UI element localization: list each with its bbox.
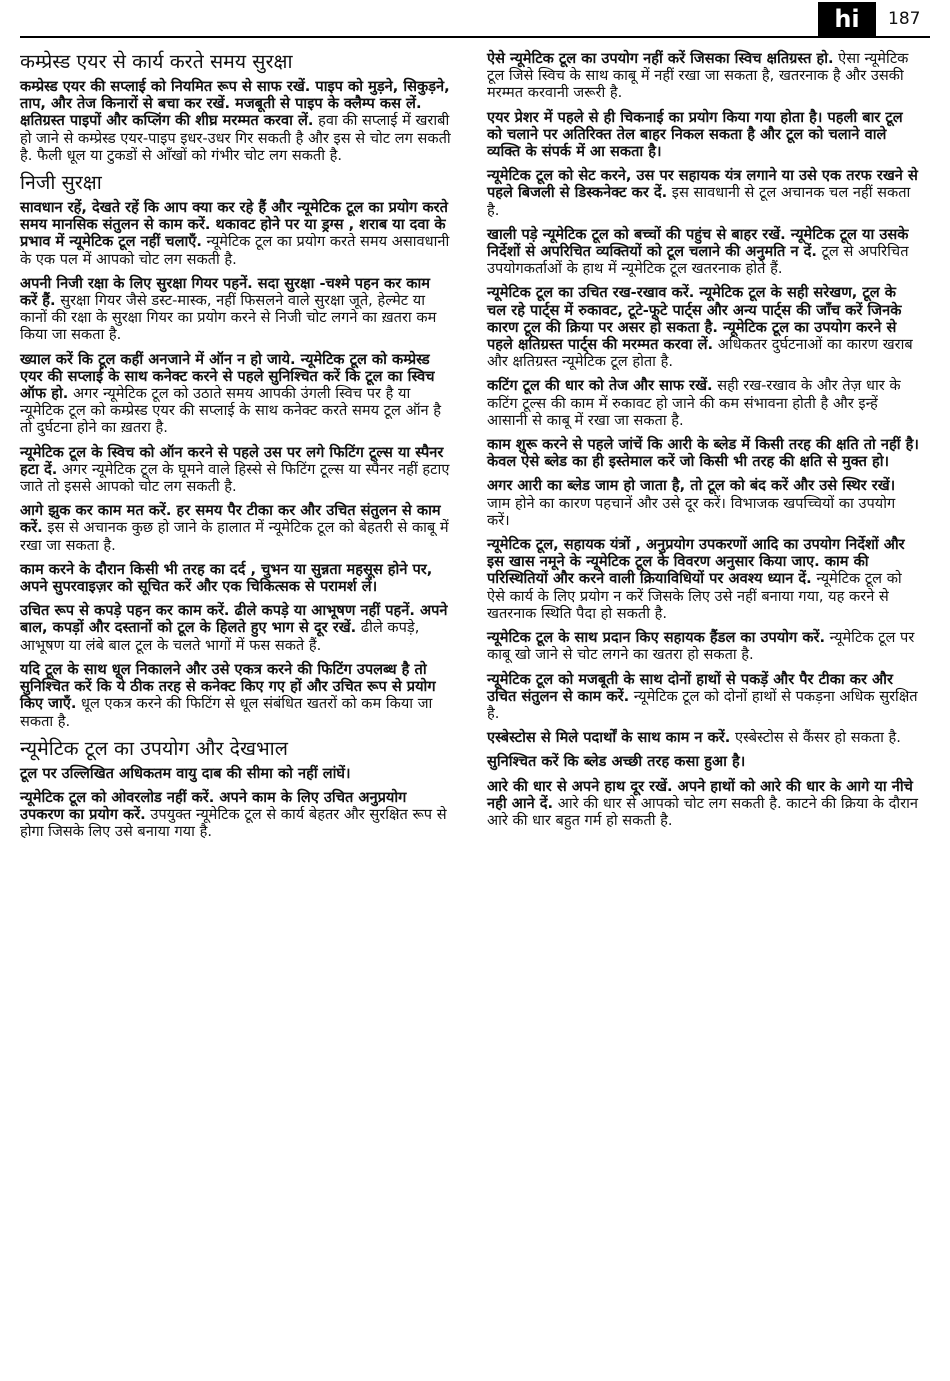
paragraph-bold-lead: कम्प्रेस्ड एयर की सप्लाई को नियमित रूप से साफ रखें. पाइप को मुड़ने, सिकुड़ने, ताप, और तेज किनारों से बचा कर रखें. मजबूती से पाइप के क्लैम्प कस लें. क्षतिग्रस्त पाइपों और कप्लिंग की शीघ्र मरम्मत करवा लें. bbox=[20, 78, 450, 130]
section-heading: न्यूमेटिक टूल का उपयोग और देखभाल bbox=[20, 736, 288, 760]
paragraph bbox=[487, 536, 919, 622]
paragraph bbox=[20, 789, 452, 841]
paragraph-body: ऐसा न्यूमेटिक टूल जिसे स्विच के साथ काबू में नहीं रखा जा सकता है, खतरनाक है और उसकी मरम्मत करवानी जरूरी है. bbox=[487, 50, 909, 102]
section-heading: निजी सुरक्षा bbox=[20, 171, 102, 195]
paragraph-bold-lead: ऐसे न्यूमेटिक टूल का उपयोग नहीं करें जिसका स्विच क्षतिग्रस्त हो. bbox=[487, 50, 834, 67]
paragraph bbox=[20, 561, 452, 595]
paragraph bbox=[487, 167, 919, 219]
paragraph bbox=[20, 444, 452, 496]
paragraph bbox=[487, 226, 919, 278]
paragraph-body: एस्बेस्टोस से कैंसर हो सकता है. bbox=[730, 729, 901, 747]
paragraph-body: न्यूमेटिक टूल को दोनों हाथों से पकड़ना अधिक सुरक्षित है. bbox=[487, 687, 918, 722]
paragraph bbox=[487, 284, 919, 370]
paragraph-body: न्यूमेटिक टूल का प्रयोग करते समय असावधानी के एक पल में आपको चोट लग सकती है. bbox=[20, 233, 450, 268]
paragraph-body: न्यूमेटिक टूल पर काबू खो जाने से चोट लगने का खतरा हो सकता है. bbox=[487, 629, 915, 664]
paragraph-body: सही रख-रखाव के और तेज़ धार के कटिंग टूल्स की काम में रुकावट हो जाने की कम संभावना होती है और इन्हें आसानी से काबू में रखा जा सकता है. bbox=[487, 377, 901, 429]
paragraph bbox=[20, 602, 452, 654]
paragraph bbox=[20, 765, 452, 782]
paragraph-body: आरे की धार से आपको चोट लग सकती है. काटने की क्रिया के दौरान आरे की धार बहुत गर्म हो सकती है. bbox=[487, 794, 919, 829]
paragraph-bold-lead: काम शुरू करने से पहले जांचें कि आरी के ब्लेड में किसी तरह की क्षति तो नहीं है। केवल ऐसे ब्लेड का ही इस्तेमाल करें जो किसी भी तरह की क्षति से मुक्त हो। bbox=[487, 436, 919, 471]
paragraph-bold-lead: आगे झुक कर काम मत करें. हर समय पैर टीका कर और उचित संतुलन से काम करें. bbox=[20, 502, 441, 537]
paragraph-bold-lead: न्यूमेटिक टूल को सेट करने, उस पर सहायक यंत्र लगाने या उसे एक तरफ रखने से पहले बिजली से डिस्कनेक्ट कर दें. bbox=[487, 167, 918, 202]
paragraph-bold-lead: सावधान रहें, देखते रहें कि आप क्या कर रहे हैं और न्यूमेटिक टूल का प्रयोग करते समय मानसिक संतुलन से काम करें. थकावट होने पर या ड्रग्स , शराब या दवा के प्रभाव में न्यूमेटिक टूल नहीं चलाएँ. bbox=[20, 199, 448, 251]
paragraph-bold-lead: यदि टूल के साथ धूल निकालने और उसे एकत्र करने की फिटिंग उपलब्ध है तो सुनिश्चित करें कि ये ठीक तरह से कनेक्ट किए गए हों और उचित रूप से प्रयोग किए जाएँ. bbox=[20, 660, 436, 713]
paragraph-body: ढीले कपड़े, आभूषण या लंबे बाल टूल के चलते भागों में फस सकते हैं. bbox=[20, 619, 420, 654]
paragraph-body: अगर न्यूमेटिक टूल को उठाते समय आपकी उंगली स्विच पर है या न्यूमेटिक टूल को कम्प्रेस्ड एयर की सप्लाई के साथ कनेक्ट करते समय टूल ऑन है तो दुर्घटना होने का ख़तरा है. bbox=[20, 385, 442, 437]
paragraph-bold-lead: अगर आरी का ब्लेड जाम हो जाता है, तो टूल को बंद करें और उसे स्थिर रखें। bbox=[487, 477, 896, 495]
paragraph-bold-lead: कटिंग टूल की धार को तेज और साफ रखें. bbox=[487, 377, 713, 395]
paragraph bbox=[20, 351, 452, 437]
paragraph-bold-lead: न्यूमेटिक टूल, सहायक यंत्रों , अनुप्रयोग उपकरणों आदि का उपयोग निर्देशों और इस खास नमूने के न्यूमेटिक टूल के विवरण अनुसार किया जाए. काम की परिस्थितियों और करने वाली क्रियाविधियों पर अवश्य ध्यान दें. bbox=[487, 536, 905, 588]
paragraph-body: उपयुक्त न्यूमेटिक टूल से कार्य बेहतर और सुरक्षित रूप से होगा जिसके लिए उसे बनाया गया है. bbox=[20, 806, 447, 841]
paragraph-bold-lead: उचित रूप से कपड़े पहन कर काम करें. ढीले कपड़े या आभूषण नहीं पहनें. अपने बाल, कपड़ों और दस्तानों को टूल के हिलते हुए भाग से दूर रखें. bbox=[20, 602, 448, 637]
paragraph bbox=[20, 199, 452, 268]
paragraph-bold-lead: एयर प्रेशर में पहले से ही चिकनाई का प्रयोग किया गया होता है। पहली बार टूल को चलाने पर अतिरिक्त तेल बाहर निकल सकता है और टूल को चलाने वाले व्यक्ति के संपर्क में आ सकता है। bbox=[487, 108, 903, 161]
paragraph-bold-lead: न्यूमेटिक टूल के स्विच को ऑन करने से पहले उस पर लगे फिटिंग टूल्स या स्पैनर हटा दें. bbox=[20, 443, 444, 478]
paragraph-body: सुरक्षा गियर जैसे डस्ट-मास्क, नहीं फिसलने वाले सुरक्षा जूते, हेल्मेट या कानों की रक्षा के सुरक्षा गियर का प्रयोग करने से निजी चोट लगने का ख़तरा कम किया जा सकता है. bbox=[20, 292, 437, 344]
paragraph-bold-lead: खाली पड़े न्यूमेटिक टूल को बच्चों की पहुंच से बाहर रखें. न्यूमेटिक टूल या उसके निर्देशों से अपरिचित व्यक्तियों को टूल चलाने की अनुमति न दें. bbox=[487, 225, 909, 261]
paragraph bbox=[487, 377, 919, 429]
left-column bbox=[20, 50, 452, 848]
paragraph-body: अधिकतर दुर्घटनाओं का कारण खराब और क्षतिग्रस्त न्यूमेटिक टूल होता है. bbox=[487, 336, 913, 371]
paragraph bbox=[487, 50, 919, 102]
paragraph-body: हवा की सप्लाई में खराबी हो जाने से कम्प्रेस्ड एयर-पाइप इधर-उधर गिर सकती है और इस से चोट लग सकती है. फैली धूल या टुकडों से आँखों को गंभीर चोट लग सकती है. bbox=[20, 112, 451, 164]
paragraph-body: धूल एकत्र करने की फिटिंग से धूल संबंधित खतरों को कम किया जा सकता है. bbox=[20, 695, 433, 730]
paragraph-bold-lead: एस्बेस्टोस से मिले पदार्थों के साथ काम न करें. bbox=[487, 729, 731, 747]
language-badge: hi bbox=[818, 2, 876, 36]
paragraph-bold-lead: ख्याल करें कि टूल कहीं अनजाने में ऑन न हो जाये. न्यूमेटिक टूल को कम्प्रेस्ड एयर की सप्लाई के साथ कनेक्ट करने से पहले सुनिश्चित करें कि टूल का स्विच ऑफ हो. bbox=[20, 350, 435, 403]
paragraph bbox=[20, 661, 452, 730]
paragraph bbox=[487, 753, 919, 770]
paragraph bbox=[487, 477, 919, 529]
paragraph-bold-lead: काम करने के दौरान किसी भी तरह का दर्द , चुभन या सुन्नता महसूस होने पर, अपने सुपरवाइज़र को सूचित करें और एक चिकित्सक से परामर्श लें। bbox=[20, 560, 433, 596]
paragraph-body: अगर न्यूमेटिक टूल के घूमने वाले हिस्से से फिटिंग टूल्स या स्पैनर नहीं हटाए जाते तो इससे आपको चोट लग सकती है. bbox=[20, 460, 450, 496]
paragraph bbox=[487, 109, 919, 161]
paragraph-bold-lead: आरे की धार से अपने हाथ दूर रखें. अपने हाथों को आरे की धार के आगे या नीचे नही आने दें. bbox=[487, 777, 913, 812]
paragraph-bold-lead: न्यूमेटिक टूल को ओवरलोड नहीं करें. अपने काम के लिए उचित अनुप्रयोग उपकरण का प्रयोग करें. bbox=[20, 788, 407, 824]
page-number: 187 bbox=[888, 9, 921, 29]
paragraph bbox=[487, 778, 919, 830]
section-heading: कम्प्रेस्ड एयर से कार्य करते समय सुरक्षा bbox=[20, 50, 293, 73]
paragraph-body: न्यूमेटिक टूल को ऐसे कार्य के लिए प्रयोग न करें जिसके लिए उसे नहीं बनाया गया, यह करने से खतरनाक स्थिति पैदा हो सकती है. bbox=[487, 570, 902, 622]
paragraph bbox=[487, 629, 919, 663]
paragraph bbox=[20, 78, 452, 164]
paragraph-body: जाम होने का कारण पहचानें और उसे दूर करें। विभाजक खपच्चियों का उपयोग करें। bbox=[487, 494, 896, 529]
right-column bbox=[487, 50, 919, 836]
paragraph-bold-lead: न्यूमेटिक टूल का उचित रख-रखाव करें. न्यूमेटिक टूल के सही सरेखण, टूल के चल रहे पार्ट्स में रुकावट, टूटे-फूटे पार्ट्स और अन्य पार्ट्स की जाँच करें जिनके कारण टूल की क्रिया पर असर हो सकता है. न्यूमेटिक टूल का उपयोग करने से पहले क्षतिग्रस्त पार्ट्स की मरम्मत करवा लें. bbox=[487, 284, 902, 354]
paragraph-bold-lead: अपनी निजी रक्षा के लिए सुरक्षा गियर पहनें. सदा सुरक्षा -चश्मे पहन कर काम करें हैं. bbox=[20, 274, 430, 310]
paragraph-bold-lead: टूल पर उल्लिखित अधिकतम वायु दाब की सीमा को नहीं लांघें। bbox=[20, 764, 351, 782]
paragraph-body: इस सावधानी से टूल अचानक चल नहीं सकता है. bbox=[487, 184, 911, 219]
paragraph bbox=[487, 729, 919, 746]
header-rule bbox=[20, 36, 930, 38]
paragraph-bold-lead: न्यूमेटिक टूल के साथ प्रदान किए सहायक हैंडल का उपयोग करें. bbox=[487, 629, 826, 647]
paragraph-body: टूल से अपरिचित उपयोगकर्ताओं के हाथ में न्यूमेटिक टूल खतरनाक होते हैं. bbox=[487, 243, 909, 278]
paragraph bbox=[487, 671, 919, 723]
paragraph-bold-lead: सुनिश्चित करें कि ब्लेड अच्छी तरह कसा हुआ है। bbox=[487, 753, 746, 771]
paragraph-body: इस से अचानक कुछ हो जाने के हालात में न्यूमेटिक टूल को बेहतरी से काबू में रखा जा सकता है. bbox=[20, 519, 449, 554]
paragraph bbox=[20, 275, 452, 344]
paragraph bbox=[20, 502, 452, 554]
paragraph-bold-lead: न्यूमेटिक टूल को मजबूती के साथ दोनों हाथों से पकड़ें और पैर टीका कर और उचित संतुलन से काम करें. bbox=[487, 670, 893, 705]
paragraph bbox=[487, 436, 919, 470]
